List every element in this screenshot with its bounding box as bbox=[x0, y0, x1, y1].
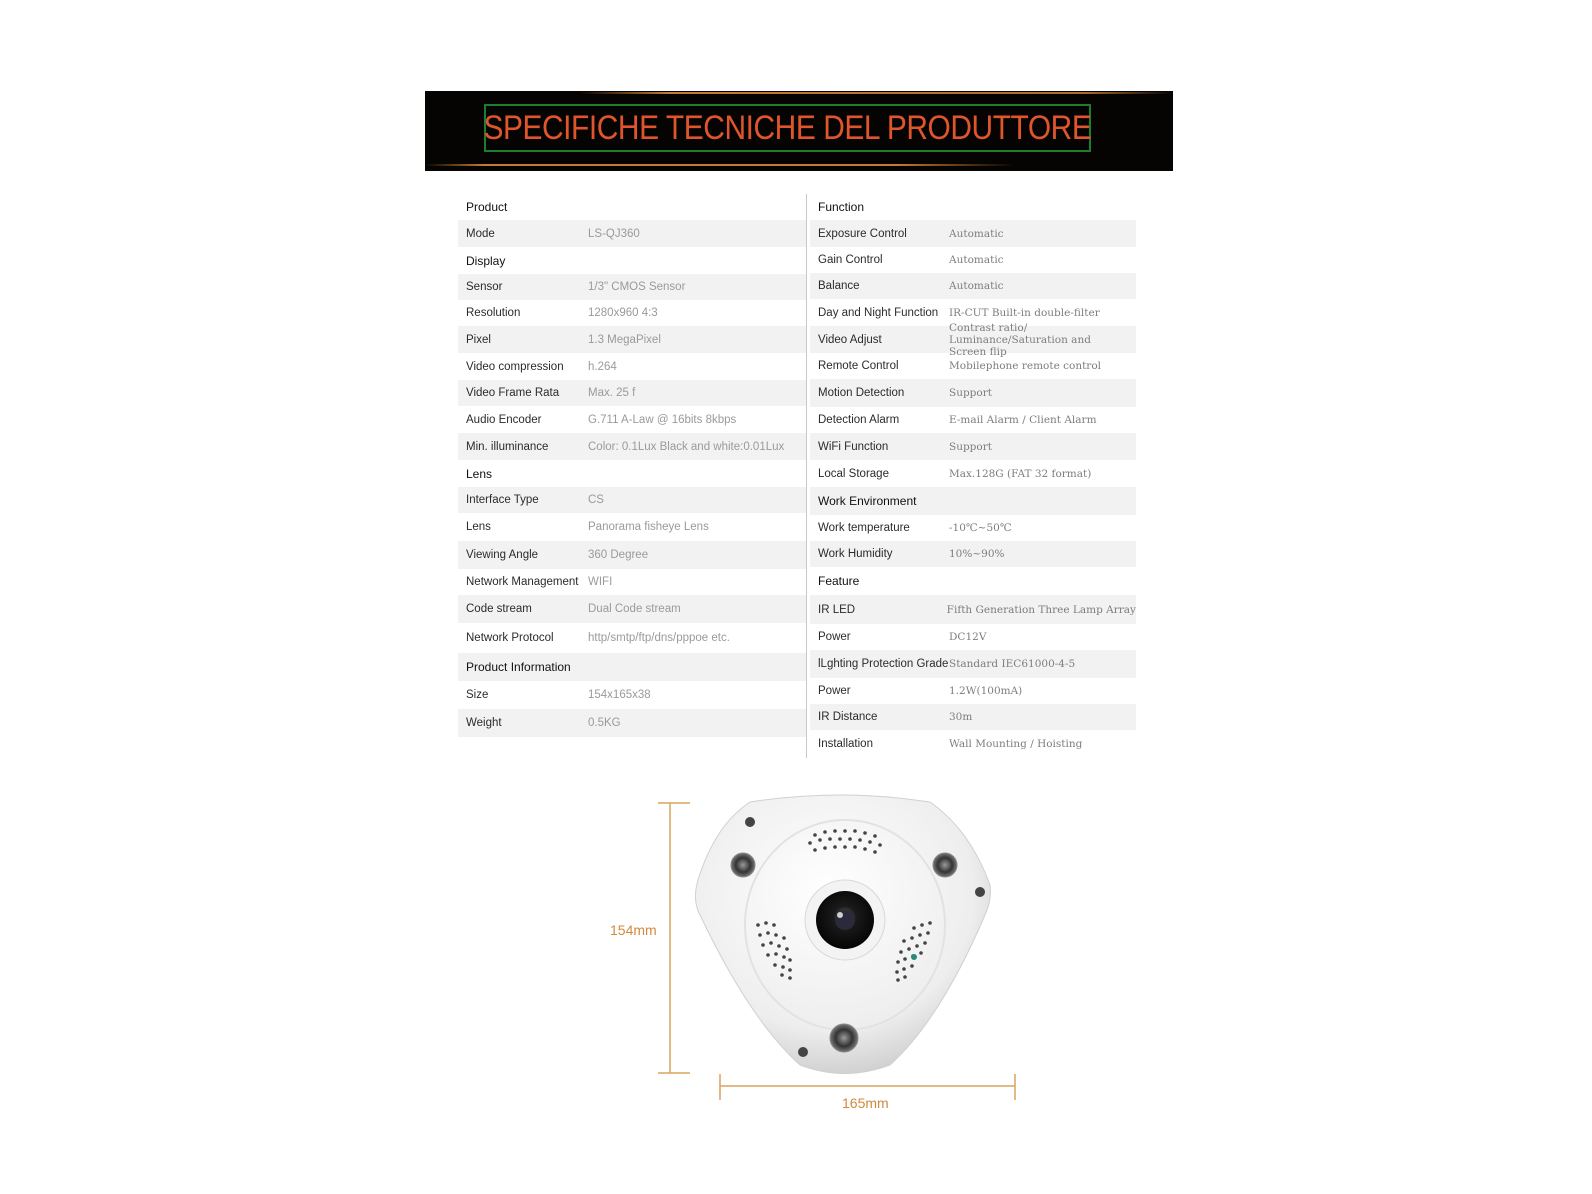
spec-label: Detection Alarm bbox=[818, 414, 900, 426]
banner-gold-line-bottom bbox=[425, 164, 1015, 166]
spec-row bbox=[458, 300, 806, 326]
ir-led-icon bbox=[933, 853, 957, 877]
spec-row bbox=[810, 220, 1136, 247]
spec-row bbox=[458, 623, 806, 653]
spec-value: 1.3 MegaPixel bbox=[588, 333, 661, 346]
spec-value: 1/3" CMOS Sensor bbox=[588, 281, 686, 293]
height-dimension-label: 154mm bbox=[610, 922, 657, 938]
spec-value: Dual Code stream bbox=[588, 603, 681, 615]
spec-row bbox=[810, 678, 1136, 704]
section-title: Product bbox=[466, 200, 508, 214]
spec-table-left bbox=[458, 194, 806, 737]
spec-value: CS bbox=[588, 494, 604, 506]
spec-value: -10℃~50℃ bbox=[949, 522, 1012, 534]
spec-value: 1.2W(100mA) bbox=[949, 685, 1023, 697]
spec-label: Motion Detection bbox=[818, 387, 905, 399]
spec-value: 0.5KG bbox=[588, 717, 621, 729]
spec-value: E-mail Alarm / Client Alarm bbox=[949, 414, 1097, 426]
spec-row bbox=[458, 569, 806, 595]
spec-label: Day and Night Function bbox=[818, 306, 939, 319]
ir-led-icon bbox=[731, 853, 755, 877]
spec-label: Work temperature bbox=[818, 522, 910, 534]
spec-row bbox=[810, 321, 1136, 358]
spec-section-header bbox=[458, 194, 806, 220]
spec-section-header bbox=[458, 460, 806, 487]
spec-value: 30m bbox=[949, 711, 973, 723]
section-title: Feature bbox=[818, 574, 860, 588]
spec-row bbox=[810, 650, 1136, 678]
spec-row bbox=[810, 595, 1136, 624]
column-divider bbox=[806, 194, 807, 758]
spec-value: Color: 0.1Lux Black and white:0.01Lux bbox=[588, 440, 785, 453]
banner-title-frame bbox=[484, 104, 1091, 152]
spec-label: Video compression bbox=[466, 360, 564, 373]
spec-row bbox=[810, 379, 1136, 407]
banner-title: SPECIFICHE TECNICHE DEL PRODUTTORE bbox=[483, 108, 1092, 147]
spec-label: Video Frame Rata bbox=[466, 387, 560, 399]
spec-section-header bbox=[458, 247, 806, 274]
spec-label: Viewing Angle bbox=[466, 549, 539, 561]
spec-value: Max. 25 f bbox=[588, 387, 636, 399]
spec-row bbox=[458, 595, 806, 623]
spec-value: WIFI bbox=[588, 576, 613, 588]
spec-value: 360 Degree bbox=[588, 549, 649, 561]
spec-row bbox=[810, 541, 1136, 567]
section-title: Work Environment bbox=[818, 494, 917, 508]
spec-value: Support bbox=[949, 440, 992, 453]
spec-label: Size bbox=[466, 689, 489, 701]
spec-label: Gain Control bbox=[818, 254, 883, 266]
spec-value: http/smtp/ftp/dns/pppoe etc. bbox=[588, 632, 730, 644]
section-title: Product Information bbox=[466, 660, 571, 674]
spec-label: Network Protocol bbox=[466, 632, 554, 644]
spec-table-right bbox=[810, 194, 1136, 758]
spec-value: Automatic bbox=[949, 280, 1004, 292]
spec-label: WiFi Function bbox=[818, 440, 889, 453]
section-title: Lens bbox=[466, 466, 493, 481]
spec-label: Min. illuminance bbox=[466, 440, 549, 453]
spec-value: G.711 A-Law @ 16bits 8kbps bbox=[588, 413, 737, 426]
spec-row bbox=[810, 247, 1136, 273]
spec-label: Power bbox=[818, 685, 851, 697]
spec-row bbox=[810, 515, 1136, 541]
spec-label: Installation bbox=[818, 738, 873, 750]
spec-row bbox=[458, 220, 806, 247]
spec-value: 10%~90% bbox=[949, 548, 1005, 560]
spec-row bbox=[458, 541, 806, 569]
spec-row bbox=[458, 513, 806, 541]
spec-section-header bbox=[810, 194, 1136, 220]
camera-dimension-diagram bbox=[600, 790, 1040, 1110]
spec-value: IR-CUT Built-in double-filter bbox=[949, 306, 1100, 319]
spec-row bbox=[458, 433, 806, 460]
spec-label: Resolution bbox=[466, 307, 521, 319]
spec-label: Mode bbox=[466, 227, 495, 240]
spec-row bbox=[458, 326, 806, 353]
width-dimension-label: 165mm bbox=[842, 1095, 889, 1111]
spec-label: Power bbox=[818, 631, 851, 643]
spec-value: Panorama fisheye Lens bbox=[588, 521, 709, 533]
spec-label: Local Storage bbox=[818, 467, 889, 480]
spec-section-header bbox=[458, 653, 806, 681]
spec-value: Mobilephone remote control bbox=[949, 360, 1102, 372]
spec-row bbox=[458, 380, 806, 406]
spec-row bbox=[458, 487, 806, 513]
spec-value: LS-QJ360 bbox=[588, 227, 640, 240]
spec-label: Interface Type bbox=[466, 494, 539, 506]
spec-row bbox=[810, 407, 1136, 433]
banner-gold-line-top bbox=[580, 92, 1173, 94]
spec-row bbox=[810, 730, 1136, 758]
spec-section-header bbox=[810, 567, 1136, 595]
spec-row bbox=[458, 681, 806, 709]
spec-value: Standard IEC61000-4-5 bbox=[949, 658, 1076, 670]
spec-value: 1280x960 4:3 bbox=[588, 307, 658, 319]
spec-label: Balance bbox=[818, 280, 860, 292]
spec-row bbox=[810, 704, 1136, 730]
section-title: Display bbox=[466, 253, 506, 268]
spec-value: Fifth Generation Three Lamp Array bbox=[946, 603, 1136, 616]
header-banner bbox=[425, 91, 1173, 171]
spec-row bbox=[458, 274, 806, 300]
spec-label: Video Adjust bbox=[818, 333, 882, 346]
spec-label: Code stream bbox=[466, 603, 532, 615]
spec-value: 154x165x38 bbox=[588, 689, 651, 701]
spec-row bbox=[810, 460, 1136, 487]
spec-value: Automatic bbox=[949, 227, 1004, 240]
spec-label: Sensor bbox=[466, 281, 503, 293]
spec-label: lLghting Protection Grade bbox=[818, 658, 949, 670]
spec-value: Contrast ratio/ Luminance/Saturation and Screen flip bbox=[949, 321, 1091, 358]
spec-label: Exposure Control bbox=[818, 227, 907, 240]
spec-label: Audio Encoder bbox=[466, 413, 542, 426]
spec-label: IR Distance bbox=[818, 711, 878, 723]
spec-value: Automatic bbox=[949, 254, 1004, 266]
spec-label: Lens bbox=[466, 521, 491, 533]
section-title: Function bbox=[818, 200, 865, 214]
spec-row bbox=[810, 433, 1136, 460]
spec-value: DC12V bbox=[949, 631, 987, 643]
spec-label: Remote Control bbox=[818, 360, 899, 372]
spec-value: h.264 bbox=[588, 360, 617, 373]
camera-illustration bbox=[600, 790, 1040, 1110]
spec-label: Network Management bbox=[466, 576, 579, 588]
spec-label: IR LED bbox=[818, 603, 856, 616]
height-dimension-line bbox=[658, 803, 690, 1073]
spec-label: Pixel bbox=[466, 333, 491, 346]
spec-row bbox=[458, 709, 806, 737]
spec-row bbox=[458, 353, 806, 380]
spec-label: Work Humidity bbox=[818, 548, 893, 560]
spec-value: Max.128G (FAT 32 format) bbox=[949, 467, 1092, 480]
spec-row bbox=[458, 406, 806, 433]
spec-value: Wall Mounting / Hoisting bbox=[949, 738, 1083, 750]
spec-row bbox=[810, 624, 1136, 650]
spec-section-header bbox=[810, 487, 1136, 515]
ir-led-icon bbox=[830, 1024, 858, 1052]
spec-value: Support bbox=[949, 387, 992, 399]
spec-row bbox=[810, 273, 1136, 299]
spec-label: Weight bbox=[466, 717, 502, 729]
